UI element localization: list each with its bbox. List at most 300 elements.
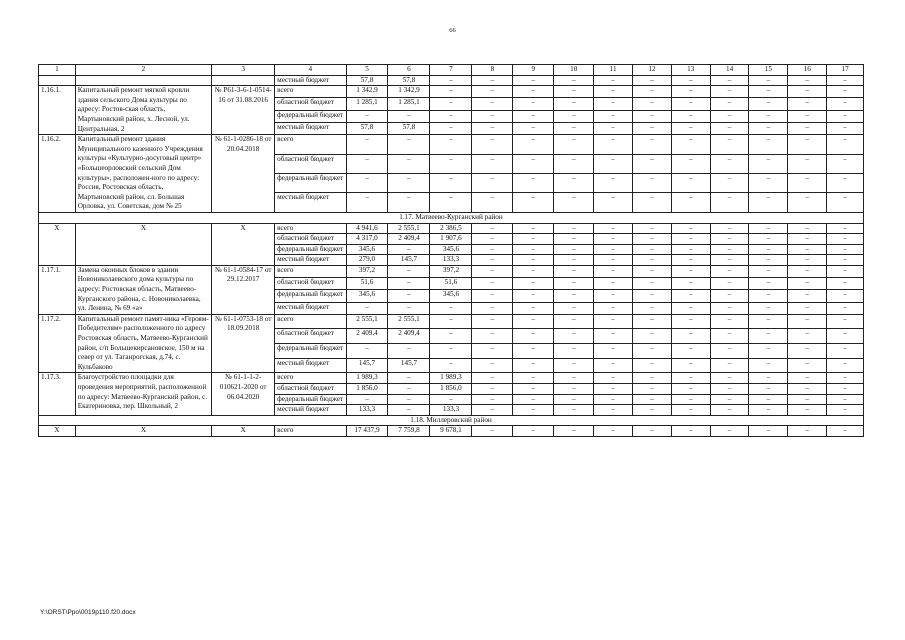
amount-cell: – [749, 394, 788, 405]
amount-cell: – [554, 394, 594, 405]
amount-cell: – [633, 394, 672, 405]
item-number: Х [39, 426, 76, 437]
amount-cell: 145,7 [346, 358, 388, 373]
amount-cell: – [671, 278, 710, 290]
amount-cell: 2 555,1 [388, 314, 430, 329]
funding-source: областной бюджет [275, 234, 346, 245]
funding-source: областной бюджет [275, 384, 346, 395]
amount-cell: – [594, 110, 633, 122]
amount-cell: – [554, 98, 594, 110]
amount-cell: – [594, 373, 633, 384]
amount-cell: – [671, 135, 710, 154]
amount-cell: – [554, 358, 594, 373]
amount-cell: – [430, 86, 472, 98]
amount-cell: – [472, 302, 513, 314]
column-number: 13 [671, 65, 710, 76]
amount-cell: – [513, 373, 554, 384]
amount-cell: – [594, 405, 633, 416]
amount-cell: – [788, 86, 827, 98]
amount-cell: – [633, 358, 672, 373]
amount-cell: – [472, 110, 513, 122]
amount-cell: – [513, 344, 554, 359]
column-number: 16 [788, 65, 827, 76]
amount-cell: 57,8 [346, 75, 388, 86]
amount-cell: – [430, 75, 472, 86]
object-name: Капитальный ремонт здания Муниципального казенного Учреждения культуры «Культурно-досуговый центр» «Большеорловский сельский Дом культуры», расположен-ного по адресу: Россия, Ростовская область, Мартыновский район, сл. Большая Орловка, ул. Советская, дом № 25 [75, 135, 211, 213]
amount-cell: – [710, 86, 749, 98]
amount-cell: – [472, 278, 513, 290]
amount-cell: – [788, 174, 827, 193]
amount-cell: – [710, 344, 749, 359]
amount-cell: 51,6 [430, 278, 472, 290]
amount-cell: – [346, 110, 388, 122]
amount-cell: – [633, 223, 672, 234]
amount-cell: – [671, 426, 710, 437]
amount-cell: 345,6 [346, 290, 388, 302]
amount-cell: – [633, 373, 672, 384]
amount-cell: 7 759,8 [388, 426, 430, 437]
table-row [39, 373, 864, 384]
amount-cell: 17 437,9 [346, 426, 388, 437]
funding-source: всего [275, 223, 346, 234]
amount-cell: – [430, 302, 472, 314]
amount-cell: – [633, 426, 672, 437]
amount-cell: – [513, 302, 554, 314]
amount-cell: – [710, 394, 749, 405]
amount-cell: – [710, 265, 749, 277]
amount-cell: – [430, 154, 472, 173]
amount-cell: – [633, 344, 672, 359]
amount-cell: 1 285,1 [346, 98, 388, 110]
amount-cell: – [671, 344, 710, 359]
amount-cell: – [554, 302, 594, 314]
amount-cell: – [633, 244, 672, 255]
amount-cell: – [388, 265, 430, 277]
amount-cell: – [749, 265, 788, 277]
amount-cell: – [827, 234, 864, 245]
amount-cell: – [430, 314, 472, 329]
table-row [39, 426, 864, 437]
amount-cell: – [749, 302, 788, 314]
amount-cell: – [749, 75, 788, 86]
amount-cell: – [513, 110, 554, 122]
amount-cell: – [633, 75, 672, 86]
amount-cell: – [710, 223, 749, 234]
amount-cell: – [513, 223, 554, 234]
amount-cell: – [346, 394, 388, 405]
amount-cell: – [554, 193, 594, 212]
amount-cell: – [594, 265, 633, 277]
amount-cell: 133,3 [430, 255, 472, 266]
amount-cell: – [710, 290, 749, 302]
column-number: 5 [346, 65, 388, 76]
amount-cell: – [710, 373, 749, 384]
amount-cell: – [430, 329, 472, 344]
amount-cell: – [788, 75, 827, 86]
amount-cell: – [710, 135, 749, 154]
section-title: 1.18. Миллеровский район [39, 415, 864, 426]
amount-cell: – [513, 314, 554, 329]
amount-cell: – [472, 154, 513, 173]
amount-cell: – [827, 314, 864, 329]
item-number: 1.16.2. [39, 135, 76, 213]
funding-source: местный бюджет [275, 405, 346, 416]
amount-cell: – [633, 255, 672, 266]
amount-cell: – [788, 394, 827, 405]
amount-cell: – [513, 255, 554, 266]
amount-cell: – [671, 110, 710, 122]
amount-cell: – [513, 86, 554, 98]
amount-cell: – [513, 244, 554, 255]
amount-cell: – [749, 86, 788, 98]
object-name [75, 75, 211, 86]
amount-cell: – [472, 265, 513, 277]
table-row [39, 135, 864, 154]
amount-cell: – [430, 394, 472, 405]
funding-source: федеральный бюджет [275, 244, 346, 255]
amount-cell: – [788, 344, 827, 359]
amount-cell: – [594, 234, 633, 245]
amount-cell: – [430, 110, 472, 122]
amount-cell: – [671, 75, 710, 86]
amount-cell: – [388, 344, 430, 359]
amount-cell: 1 989,3 [430, 373, 472, 384]
amount-cell: – [430, 193, 472, 212]
amount-cell: 1 285,1 [388, 98, 430, 110]
amount-cell: – [633, 384, 672, 395]
funding-source: всего [275, 314, 346, 329]
amount-cell: 145,7 [388, 358, 430, 373]
item-number [39, 75, 76, 86]
document-reference: Х [212, 223, 275, 265]
funding-source: федеральный бюджет [275, 110, 346, 122]
amount-cell: – [388, 174, 430, 193]
amount-cell: – [633, 265, 672, 277]
funding-source: областной бюджет [275, 329, 346, 344]
amount-cell: – [788, 405, 827, 416]
amount-cell: – [513, 98, 554, 110]
funding-source: всего [275, 426, 346, 437]
amount-cell: 1 907,6 [430, 234, 472, 245]
amount-cell: – [827, 302, 864, 314]
amount-cell: – [710, 255, 749, 266]
amount-cell: – [710, 110, 749, 122]
amount-cell: 2 409,4 [388, 234, 430, 245]
amount-cell: – [594, 344, 633, 359]
amount-cell: – [472, 358, 513, 373]
amount-cell: – [788, 110, 827, 122]
funding-source: всего [275, 373, 346, 384]
amount-cell: – [472, 122, 513, 134]
amount-cell: – [827, 86, 864, 98]
table-row [39, 86, 864, 98]
item-number: Х [39, 223, 76, 265]
document-reference: № Р61-3-6-1-0514-16 от 31.08.2016 [212, 86, 275, 135]
table-row [39, 223, 864, 234]
amount-cell: – [827, 154, 864, 173]
amount-cell: – [710, 174, 749, 193]
amount-cell: – [594, 255, 633, 266]
amount-cell: – [671, 384, 710, 395]
amount-cell: 1 856,0 [430, 384, 472, 395]
amount-cell: – [513, 174, 554, 193]
amount-cell: 345,6 [346, 244, 388, 255]
amount-cell: – [827, 290, 864, 302]
column-number: 9 [513, 65, 554, 76]
amount-cell: – [671, 223, 710, 234]
amount-cell: – [633, 86, 672, 98]
amount-cell: 1 856,0 [346, 384, 388, 395]
amount-cell: – [749, 234, 788, 245]
amount-cell: – [472, 234, 513, 245]
object-name: Капитальный ремонт мягкой кровли здания сельского Дома культуры по адресу: Ростов-ская область, Мартыновский район, х. Лесной, ул. Центральная, 2 [75, 86, 211, 135]
table-row [39, 265, 864, 277]
amount-cell: – [472, 405, 513, 416]
amount-cell: – [749, 426, 788, 437]
amount-cell: – [788, 255, 827, 266]
amount-cell: – [710, 358, 749, 373]
amount-cell: – [388, 244, 430, 255]
amount-cell: – [788, 223, 827, 234]
amount-cell: 397,2 [430, 265, 472, 277]
amount-cell: – [430, 122, 472, 134]
amount-cell: – [827, 223, 864, 234]
object-name: Х [75, 223, 211, 265]
amount-cell: – [633, 135, 672, 154]
funding-source: федеральный бюджет [275, 290, 346, 302]
amount-cell: – [671, 122, 710, 134]
amount-cell: – [554, 426, 594, 437]
amount-cell: – [388, 135, 430, 154]
amount-cell: – [827, 244, 864, 255]
table-row [39, 314, 864, 329]
amount-cell: – [513, 265, 554, 277]
funding-source: всего [275, 265, 346, 277]
amount-cell: – [472, 174, 513, 193]
amount-cell: – [788, 135, 827, 154]
amount-cell: – [710, 405, 749, 416]
funding-source: всего [275, 86, 346, 98]
amount-cell: – [472, 314, 513, 329]
amount-cell: – [554, 223, 594, 234]
amount-cell: – [633, 122, 672, 134]
amount-cell: – [554, 405, 594, 416]
amount-cell: – [749, 244, 788, 255]
amount-cell: – [472, 384, 513, 395]
amount-cell: – [749, 290, 788, 302]
funding-source: местный бюджет [275, 193, 346, 212]
amount-cell: – [749, 174, 788, 193]
amount-cell: – [827, 358, 864, 373]
amount-cell: – [710, 122, 749, 134]
amount-cell: – [472, 223, 513, 234]
amount-cell: – [633, 278, 672, 290]
amount-cell: – [827, 344, 864, 359]
amount-cell: – [513, 329, 554, 344]
amount-cell: – [472, 98, 513, 110]
amount-cell: – [827, 193, 864, 212]
amount-cell: – [594, 154, 633, 173]
amount-cell: – [710, 278, 749, 290]
amount-cell: – [671, 98, 710, 110]
amount-cell: – [594, 244, 633, 255]
amount-cell: – [749, 358, 788, 373]
amount-cell: – [346, 302, 388, 314]
amount-cell: – [827, 122, 864, 134]
amount-cell: – [594, 384, 633, 395]
amount-cell: 133,3 [430, 405, 472, 416]
amount-cell: – [671, 394, 710, 405]
amount-cell: – [594, 290, 633, 302]
amount-cell: – [749, 193, 788, 212]
column-number: 15 [749, 65, 788, 76]
column-number: 8 [472, 65, 513, 76]
amount-cell: – [749, 223, 788, 234]
amount-cell: – [388, 290, 430, 302]
amount-cell: – [710, 426, 749, 437]
amount-cell: 345,6 [430, 244, 472, 255]
amount-cell: – [472, 86, 513, 98]
amount-cell: – [788, 265, 827, 277]
amount-cell: – [827, 405, 864, 416]
amount-cell: – [594, 329, 633, 344]
funding-source: областной бюджет [275, 154, 346, 173]
item-number: 1.16.1. [39, 86, 76, 135]
column-number: 17 [827, 65, 864, 76]
column-number: 1 [39, 65, 76, 76]
amount-cell: 57,8 [388, 122, 430, 134]
amount-cell: – [513, 154, 554, 173]
amount-cell: – [554, 122, 594, 134]
document-reference: Х [212, 426, 275, 437]
amount-cell: – [788, 98, 827, 110]
amount-cell: – [472, 75, 513, 86]
amount-cell: – [346, 154, 388, 173]
object-name: Замена оконных блоков в здании Новониколаевского дома культуры по адресу: Ростовская область, Матвеево-Курганского района, с. Новониколаевка, ул. Ленина, № 69 «а» [75, 265, 211, 314]
amount-cell: – [513, 384, 554, 395]
amount-cell: – [749, 329, 788, 344]
amount-cell: – [788, 373, 827, 384]
amount-cell: – [388, 384, 430, 395]
amount-cell: – [633, 405, 672, 416]
amount-cell: – [554, 384, 594, 395]
amount-cell: – [827, 174, 864, 193]
amount-cell: – [594, 302, 633, 314]
amount-cell: – [633, 174, 672, 193]
amount-cell: – [827, 329, 864, 344]
document-reference: № 61-1-0286-18 от 20.04.2018 [212, 135, 275, 213]
amount-cell: – [513, 135, 554, 154]
amount-cell: – [710, 384, 749, 395]
amount-cell: – [594, 426, 633, 437]
amount-cell: 279,0 [346, 255, 388, 266]
amount-cell: – [633, 302, 672, 314]
amount-cell: – [594, 278, 633, 290]
amount-cell: – [472, 193, 513, 212]
amount-cell: – [513, 278, 554, 290]
amount-cell: – [513, 234, 554, 245]
amount-cell: – [749, 154, 788, 173]
amount-cell: 397,2 [346, 265, 388, 277]
amount-cell: – [749, 110, 788, 122]
amount-cell: – [749, 135, 788, 154]
funding-source: местный бюджет [275, 122, 346, 134]
amount-cell: – [388, 394, 430, 405]
amount-cell: – [671, 174, 710, 193]
amount-cell: – [633, 290, 672, 302]
amount-cell: – [671, 373, 710, 384]
amount-cell: – [788, 154, 827, 173]
amount-cell: – [788, 278, 827, 290]
amount-cell: 2 555,1 [346, 314, 388, 329]
amount-cell: 145,7 [388, 255, 430, 266]
amount-cell: – [827, 75, 864, 86]
amount-cell: – [710, 314, 749, 329]
amount-cell: – [671, 302, 710, 314]
funding-source: федеральный бюджет [275, 394, 346, 405]
amount-cell: – [554, 255, 594, 266]
column-number: 11 [594, 65, 633, 76]
amount-cell: 9 678,1 [430, 426, 472, 437]
funding-source: местный бюджет [275, 302, 346, 314]
amount-cell: – [671, 255, 710, 266]
amount-cell: – [554, 75, 594, 86]
amount-cell: – [472, 344, 513, 359]
funding-source: федеральный бюджет [275, 174, 346, 193]
amount-cell: – [594, 314, 633, 329]
amount-cell: – [554, 314, 594, 329]
amount-cell: 345,6 [430, 290, 472, 302]
funding-source: областной бюджет [275, 98, 346, 110]
amount-cell: – [788, 290, 827, 302]
amount-cell: – [430, 98, 472, 110]
funding-source: местный бюджет [275, 358, 346, 373]
amount-cell: – [710, 329, 749, 344]
amount-cell: 133,3 [346, 405, 388, 416]
funding-source: местный бюджет [275, 75, 346, 86]
amount-cell: – [513, 426, 554, 437]
amount-cell: – [827, 110, 864, 122]
amount-cell: – [633, 314, 672, 329]
amount-cell: – [633, 234, 672, 245]
amount-cell: – [671, 193, 710, 212]
amount-cell: – [594, 75, 633, 86]
amount-cell: – [472, 290, 513, 302]
amount-cell: – [472, 135, 513, 154]
amount-cell: – [633, 98, 672, 110]
amount-cell: – [594, 193, 633, 212]
amount-cell: – [827, 394, 864, 405]
amount-cell: – [710, 234, 749, 245]
amount-cell: – [554, 154, 594, 173]
amount-cell: – [827, 278, 864, 290]
column-number: 4 [275, 65, 346, 76]
amount-cell: – [554, 278, 594, 290]
document-reference: № 61-1-1-2-010621-2020 от 06.04.2020 [212, 373, 275, 415]
amount-cell: – [513, 75, 554, 86]
section-header-row [39, 212, 864, 223]
amount-cell: – [671, 290, 710, 302]
amount-cell: – [472, 394, 513, 405]
funding-source: областной бюджет [275, 278, 346, 290]
amount-cell: – [827, 265, 864, 277]
document-reference [212, 75, 275, 86]
column-number-row [39, 65, 864, 76]
amount-cell: 4 941,6 [346, 223, 388, 234]
amount-cell: – [827, 255, 864, 266]
amount-cell: – [513, 193, 554, 212]
amount-cell: – [749, 373, 788, 384]
